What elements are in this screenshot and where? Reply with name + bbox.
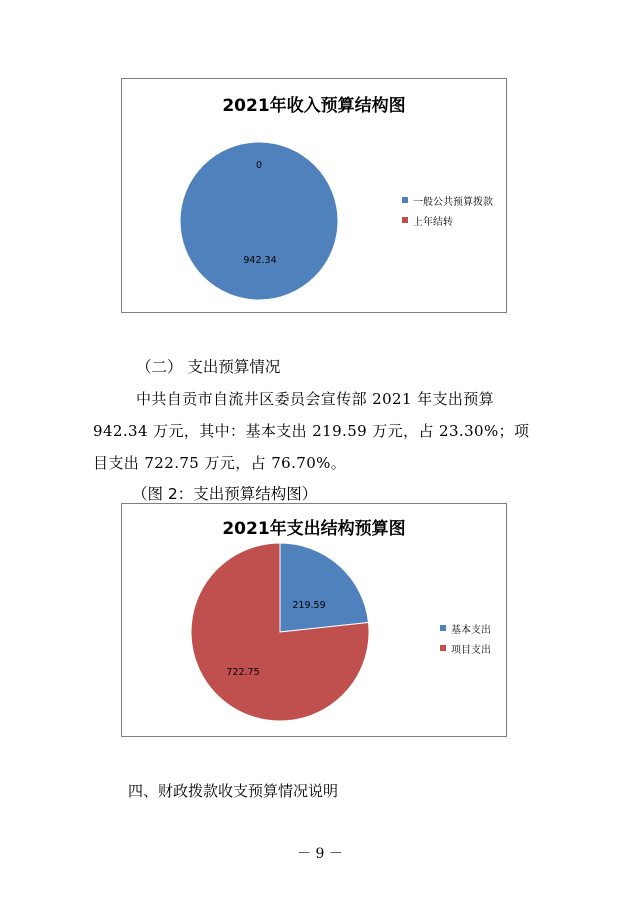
body-text-line: 中共自贡市自流井区委员会宣传部 2021 年支出预算 xyxy=(136,390,495,408)
chart-legend xyxy=(402,190,493,230)
page-number: － 9 － xyxy=(297,846,343,862)
legend-label: 上年结转 xyxy=(413,216,453,228)
pie-data-label: 722.75 xyxy=(226,667,260,678)
legend-item xyxy=(440,618,491,638)
legend-item xyxy=(402,210,493,230)
body-text-line: 942.34 万元，其中：基本支出 219.59 万元，占 23.30%；项 xyxy=(93,422,530,440)
expenditure-structure-chart xyxy=(121,503,507,737)
legend-label: 项目支出 xyxy=(451,644,491,656)
legend-swatch xyxy=(402,197,408,203)
legend-item xyxy=(402,190,493,210)
legend-swatch xyxy=(440,625,446,631)
pie-data-label: 0 xyxy=(255,160,263,171)
legend-swatch xyxy=(440,645,446,651)
income-structure-chart xyxy=(121,78,507,313)
chart-title: 2021年支出结构预算图 xyxy=(222,519,406,539)
section-heading: 四、财政拨款收支预算情况说明 xyxy=(128,782,339,800)
chart-legend xyxy=(440,618,491,658)
pie-slice-1 xyxy=(280,543,368,632)
pie-data-label: 219.59 xyxy=(292,600,326,611)
body-text-line: 目支出 722.75 万元，占 76.70%。 xyxy=(93,454,347,472)
legend-item xyxy=(440,638,491,658)
figure-caption: （图 2：支出预算结构图） xyxy=(132,485,318,503)
section-heading: （二） 支出预算情况 xyxy=(136,358,281,376)
legend-swatch xyxy=(402,217,408,223)
pie-data-label: 942.34 xyxy=(243,255,277,266)
legend-label: 一般公共预算拨款 xyxy=(413,196,493,208)
chart-title: 2021年收入预算结构图 xyxy=(222,96,406,116)
legend-label: 基本支出 xyxy=(451,624,491,636)
